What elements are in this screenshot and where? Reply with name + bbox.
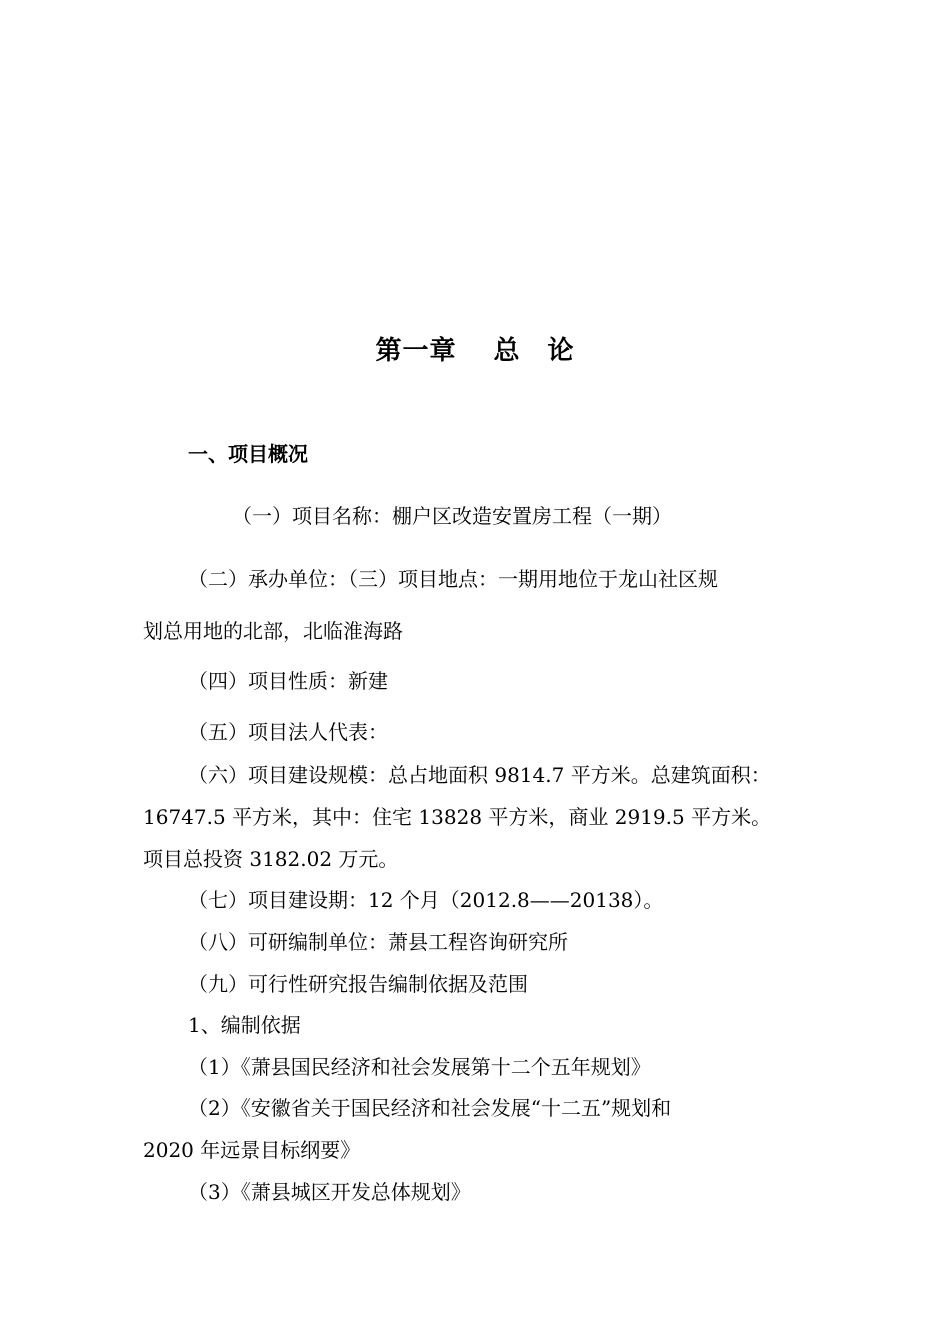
chapter-title: 第一章 总 论 — [375, 336, 575, 366]
basis-scope-line: （九）可行性研究报告编制依据及范围 — [188, 972, 528, 996]
legal-representative-line: （五）项目法人代表： — [188, 720, 388, 744]
construction-scale-line-1: （六）项目建设规模：总占地面积 9814.7 平方米。总建筑面积： — [188, 763, 771, 787]
section-heading: 一、项目概况 — [188, 442, 308, 466]
construction-scale-line-3: 项目总投资 3182.02 万元。 — [143, 847, 399, 871]
undertaker-location-line-2: 划总用地的北部，北临淮海路 — [143, 619, 403, 643]
reference-1: （1）《萧县国民经济和社会发展第十二个五年规划》 — [188, 1055, 651, 1079]
project-name-line: （一）项目名称：棚户区改造安置房工程（一期） — [232, 504, 672, 528]
construction-period-line: （七）项目建设期：12 个月（2012.8——20138）。 — [188, 888, 664, 912]
compiler-unit-line: （八）可研编制单位：萧县工程咨询研究所 — [188, 930, 568, 954]
construction-scale-line-2: 16747.5 平方米，其中：住宅 13828 平方米，商业 2919.5 平方米。 — [143, 805, 772, 829]
basis-heading: 1、编制依据 — [188, 1013, 301, 1037]
reference-2-line-2: 2020 年远景目标纲要》 — [143, 1138, 361, 1162]
reference-3: （3）《萧县城区开发总体规划》 — [188, 1180, 471, 1204]
project-nature-line: （四）项目性质：新建 — [188, 669, 388, 693]
reference-2-line-1: （2）《安徽省关于国民经济和社会发展“十二五”规划和 — [188, 1096, 672, 1120]
undertaker-location-line-1: （二）承办单位：（三）项目地点：一期用地位于龙山社区规 — [188, 567, 718, 591]
